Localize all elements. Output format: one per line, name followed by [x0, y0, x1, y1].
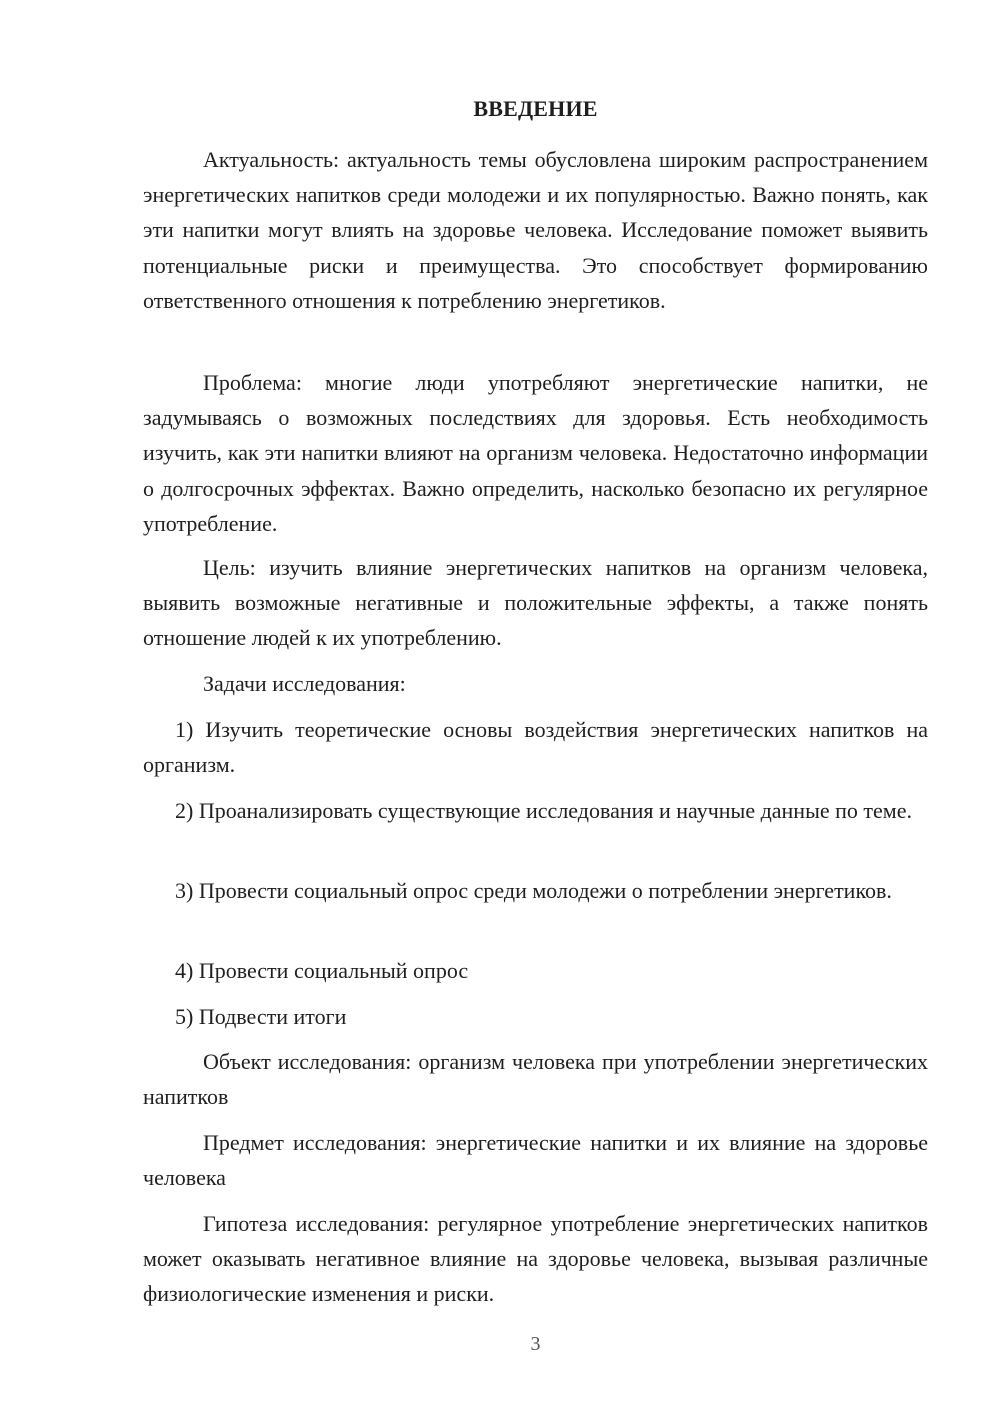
paragraph-subject: Предмет исследования: энергетические напитки и их влияние на здоровье человека [143, 1130, 928, 1191]
task-item-1: 1) Изучить теоретические основы воздействия энергетических напитков на организм. [143, 717, 928, 778]
task-item-3: 3) Провести социальный опрос среди молодежи о потреблении энергетиков. [175, 878, 892, 903]
paragraph-hypothesis: Гипотеза исследования: регулярное употребление энергетических напитков может оказывать негативное влияние на здоровье человека, вызывая различные физиологические изменения и риски. [143, 1211, 928, 1307]
task-item-2: 2) Проанализировать существующие исследования и научные данные по теме. [175, 798, 912, 823]
document-page [143, 0, 928, 1414]
paragraph-relevance: Актуальность: актуальность темы обусловлена широким распространением энергетических напитков среди молодежи и их популярностью. Важно понять, как эти напитки могут влиять на здоровье человека. Исследование поможет выявить потенциальные риски и преимущества. Это способствует формированию ответственного отношения к потреблению энергетиков. [143, 147, 928, 313]
paragraph-problem: Проблема: многие люди употребляют энергетические напитки, не задумываясь о возможных последствиях для здоровья. Есть необходимость изучить, как эти напитки влияют на организм человека. Недостаточно информации о долгосрочных эффектах. Важно определить, насколько безопасно их регулярное употребление. [143, 370, 928, 536]
page-number: 3 [530, 1333, 541, 1355]
paragraph-object: Объект исследования: организм человека при употреблении энергетических напитков [143, 1049, 928, 1110]
page-title: ВВЕДЕНИЕ [473, 96, 598, 121]
paragraph-goal: Цель: изучить влияние энергетических напитков на организм человека, выявить возможные негативные и положительные эффекты, а также понять отношение людей к их употреблению. [143, 555, 928, 651]
task-item-5: 5) Подвести итоги [175, 1004, 347, 1029]
paragraph-tasks-heading: Задачи исследования: [203, 671, 406, 696]
task-item-4: 4) Провести социальный опрос [175, 958, 469, 983]
